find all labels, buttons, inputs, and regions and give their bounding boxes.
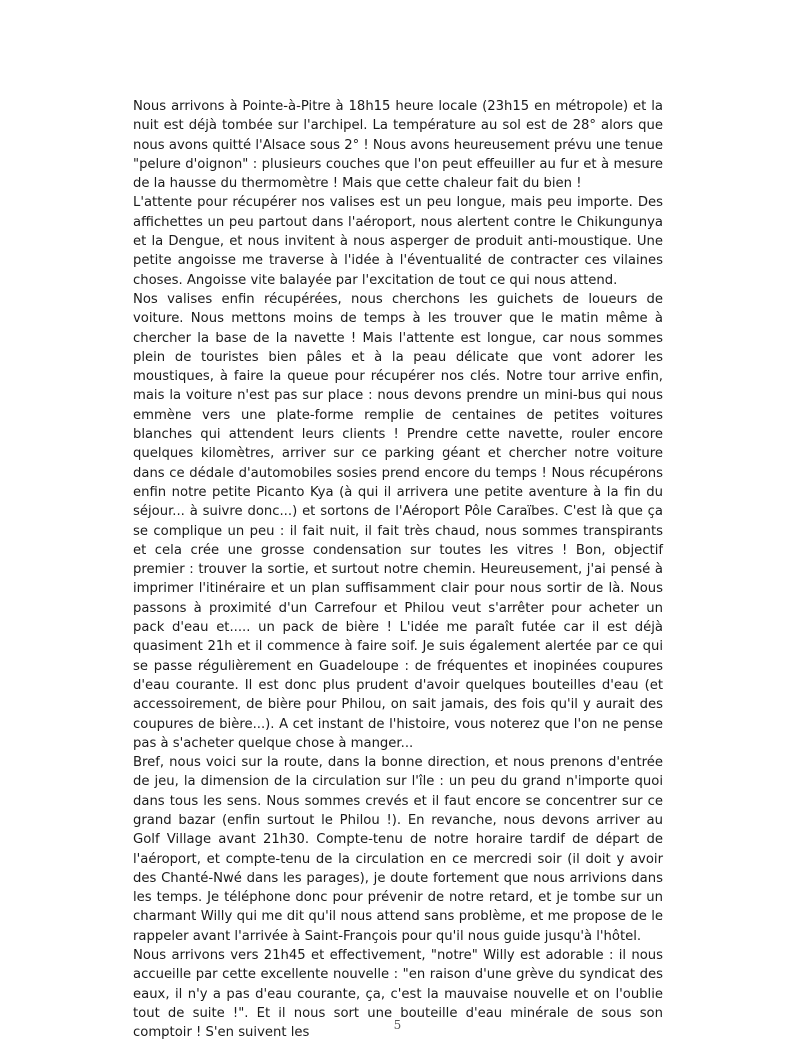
paragraph-hotel: Nous arrivons vers 21h45 et effectivement, "notre" Willy est adorable : il nous accueille par cette excellente nouvelle : "en raison d'une grève du syndicat des eaux, il n'y a pas d'eau courante, ça, c'est la mauvaise nouvelle et on l'oublie tout de suite !". Et il nous sort une bouteille d'eau minérale de sous son comptoir ! S'en suivent les — [133, 948, 663, 1041]
paragraph-car-rental: Nos valises enfin récupérées, nous cherchons les guichets de loueurs de voiture. Nous mettons moins de temps à les trouver que le matin même à chercher la base de la navette ! Mais l'attente est longue, car nous sommes plein de touristes bien pâles et à la peau délicate que vont adorer les moustiques, à faire la queue pour récupérer nos clés. Notre tour arrive enfin, mais la voiture n'est pas sur place : nous devons prendre un mini-bus qui nous emmène vers une plate-forme remplie de centaines de petites voitures blanches qui attendent leurs clients ! Prendre cette navette, rouler encore quelques kilomètres, arriver sur ce parking géant et chercher notre voiture dans ce dédale d'automobiles sosies prend encore du temps ! Nous récupérons enfin notre petite Picanto Kya (à qui il arrivera une petite aventure à la fin du séjour... à suivre donc...) et sortons de l'Aéroport Pôle Caraïbes. C'est là que ça se complique un peu : il fait nuit, il fait très chaud, nous sommes transpirants et cela crée une grosse condensation sur toutes les vitres ! Bon, objectif premier : trouver la sortie, et surtout notre chemin. Heureusement, j'ai pensé à imprimer l'itinéraire et un plan suffisamment clair pour nous sortir de là. Nous passons à proximité d'un Carrefour et Philou veut s'arrêter pour acheter un pack d'eau et..... un pack de bière ! L'idée me paraît futée car il est déjà quasiment 21h et il commence à faire soif. Je suis également alertée par ce qui se passe régulièrement en Guadeloupe : de fréquentes et inopinées coupures d'eau courante. Il est donc plus prudent d'avoir quelques bouteilles d'eau (et accessoirement, de bière pour Philou, on sait jamais, des fois qu'il y aurait des coupures de bière...). A cet instant de l'histoire, vous noterez que l'on ne pense pas à s'acheter quelque chose à manger... — [133, 291, 663, 751]
body-text — [133, 97, 663, 1043]
page-number: 5 — [393, 1018, 402, 1032]
paragraph-road: Bref, nous voici sur la route, dans la bonne direction, et nous prenons d'entrée de jeu, la dimension de la circulation sur l'île : un peu du grand n'importe quoi dans tous les sens. Nous sommes crevés et il faut encore se concentrer sur ce grand bazar (enfin surtout le Philou !). En revanche, nous devons arriver au Golf Village avant 21h30. Compte-tenu de notre horaire tardif de départ de l'aéroport, et compte-tenu de la circulation en ce mercredi soir (il doit y avoir des Chanté-Nwé dans les parages), je doute fortement que nous arrivions dans les temps. Je téléphone donc pour prévenir de notre retard, et je tombe sur un charmant Willy qui me dit qu'il nous attend sans problème, et me propose de le rappeler avant l'arrivée à Saint-François pour qu'il nous guide jusqu'à l'hôtel. — [133, 755, 663, 944]
paragraph-luggage: L'attente pour récupérer nos valises est un peu longue, mais peu importe. Des affichettes un peu partout dans l'aéroport, nous alertent contre le Chikungunya et la Dengue, et nous invitent à nous asperger de produit anti-moustique. Une petite angoisse me traverse à l'idée à l'éventualité de contracter ces vilaines choses. Angoisse vite balayée par l'excitation de tout ce qui nous attend. — [133, 195, 663, 288]
paragraph-arrival: Nous arrivons à Pointe-à-Pitre à 18h15 heure locale (23h15 en métropole) et la nuit est déjà tombée sur l'archipel. La température au sol est de 28° alors que nous avons quitté l'Alsace sous 2° ! Nous avons heureusement prévu une tenue "pelure d'oignon" : plusieurs couches que l'on peut effeuiller au fur et à mesure de la hausse du thermomètre ! Mais que cette chaleur fait du bien ! — [133, 99, 663, 192]
